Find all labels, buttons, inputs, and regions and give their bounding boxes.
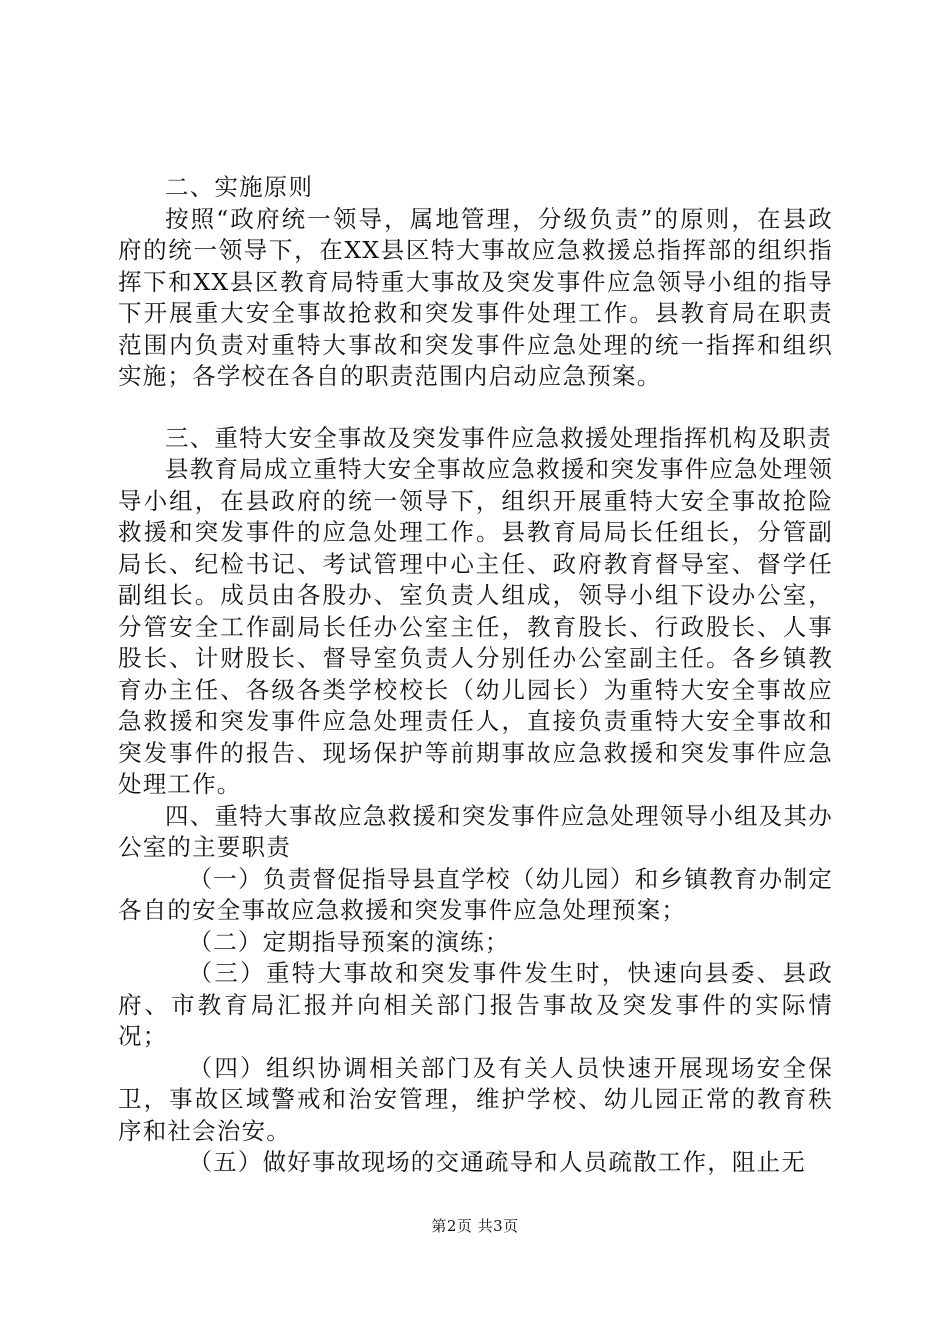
section-heading-command-structure: 三、重特大安全事故及突发事件应急救援处理指挥机构及职责 bbox=[165, 423, 832, 452]
section-heading-principles: 二、实施原则 bbox=[165, 173, 314, 201]
duty-item-3: （三）重特大事故和突发事件发生时，快速向县委、县政府、市教育局汇报并向相关部门报告事故及突发事件的实际情况； bbox=[118, 959, 833, 1050]
duty-item-1: （一）负责督促指导县直学校（幼儿园）和乡镇教育办制定各自的安全事故应急救援和突发事件应急处理预案； bbox=[118, 864, 833, 924]
paragraph-principles-body: 按照“政府统一领导，属地管理，分级负责”的原则，在县政府的统一领导下，在XX县区特大事故应急救援总指挥部的组织指挥下和XX县区教育局特重大事故及突发事件应急领导小组的指导下开展重大安全事故抢救和突发事件处理工作。县教育局在职责范围内负责对重特大事故和突发事件应急处理的统一指挥和组织实施；各学校在各自的职责范围内启动应急预案。 bbox=[118, 204, 833, 390]
duty-item-5: （五）做好事故现场的交通疏导和人员疏散工作，阻止无 bbox=[188, 1148, 806, 1176]
duty-item-2: （二）定期指导预案的演练； bbox=[188, 927, 510, 956]
section-heading-duties: 四、重特大事故应急救援和突发事件应急处理领导小组及其办公室的主要职责 bbox=[118, 801, 833, 861]
page-number-footer: 第2页 共3页 bbox=[431, 1217, 519, 1235]
duty-item-4: （四）组织协调相关部门及有关人员快速开展现场安全保卫，事故区域警戒和治安管理，维护学校、幼儿园正常的教育秩序和社会治安。 bbox=[118, 1053, 833, 1145]
paragraph-command-structure-body: 县教育局成立重特大安全事故应急救援和突发事件应急处理领导小组，在县政府的统一领导下，组织开展重特大安全事故抢险救援和突发事件的应急处理工作。县教育局局长任组长，分管副局长、纪检书记、考试管理中心主任、政府教育督导室、督学任副组长。成员由各股办、室负责人组成，领导小组下设办公室，分管安全工作副局长任办公室主任，教育股长、行政股长、人事股长、计财股长、督导室负责人分别任办公室副主任。各乡镇教育办主任、各级各类学校校长（幼儿园长）为重特大安全事故应急救援和突发事件应急处理责任人，直接负责重特大安全事故和突发事件的报告、现场保护等前期事故应急救援和突发事件应急处理工作。 bbox=[118, 455, 833, 798]
document-body bbox=[118, 172, 833, 1179]
